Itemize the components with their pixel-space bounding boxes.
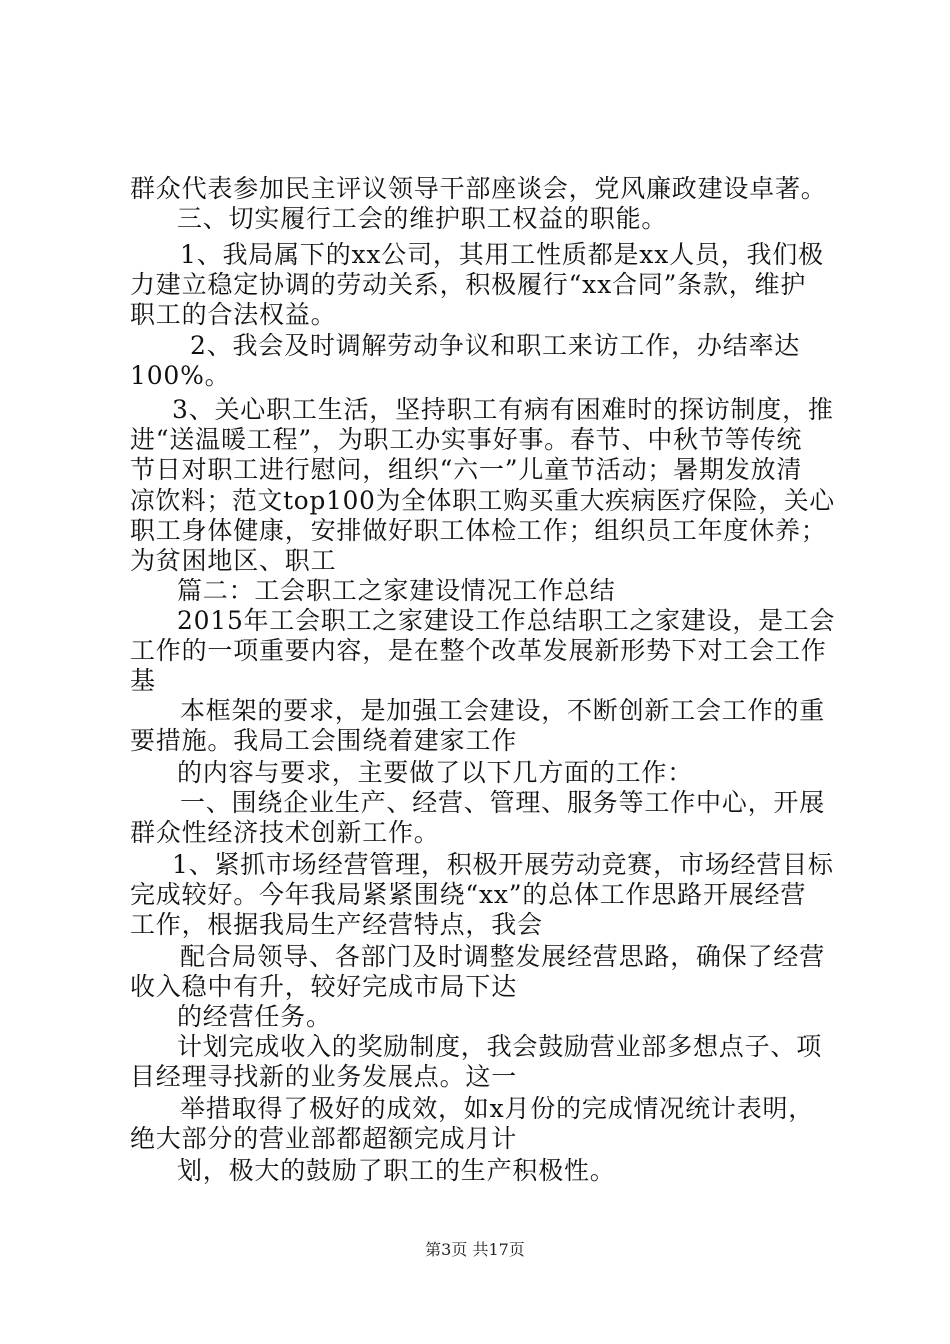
body-text-line: 完成较好。今年我局紧紧围绕“xx”的总体工作思路开展经营 (130, 880, 807, 909)
body-text-line: 划，极大的鼓励了职工的生产积极性。 (177, 1156, 616, 1185)
body-text-line: 1、我局属下的xx公司，其用工性质都是xx人员，我们极 (180, 240, 824, 269)
body-text-line: 职工身体健康，安排做好职工体检工作；组织员工年度休养； (130, 516, 827, 545)
page-number-footer: 第3页 共17页 (425, 1240, 525, 1259)
body-text-line: 的内容与要求，主要做了以下几方面的工作： (177, 758, 694, 787)
body-text-line: 基 (130, 666, 156, 695)
body-text-line: 1、紧抓市场经营管理，积极开展劳动竞赛，市场经营目标 (172, 850, 834, 879)
section-heading: 三、切实履行工会的维护职工权益的职能。 (177, 204, 668, 233)
body-text-line: 绝大部分的营业部都超额完成月计 (130, 1124, 518, 1153)
section-heading: 一、围绕企业生产、经营、管理、服务等工作中心，开展 (180, 788, 826, 817)
body-text-line: 力建立稳定协调的劳动关系，积极履行“xx合同”条款，维护 (130, 270, 807, 299)
body-text-line: 收入稳中有升，较好完成市局下达 (130, 972, 518, 1001)
body-text-line: 职工的合法权益。 (130, 300, 337, 329)
section-heading: 篇二：工会职工之家建设情况工作总结 (177, 576, 616, 605)
body-text-line: 群众代表参加民主评议领导干部座谈会，党风廉政建设卓著。 (130, 174, 827, 203)
body-text-line: 100%。 (130, 361, 231, 390)
body-text-line: 进“送温暖工程”，为职工办实事好事。春节、中秋节等传统 (130, 425, 803, 454)
body-text-line: 凉饮料；范文top100为全体职工购买重大疾病医疗保险，关心 (130, 486, 835, 515)
body-text-line: 举措取得了极好的成效，如x月份的完成情况统计表明， (180, 1094, 815, 1123)
body-text-line: 要措施。我局工会围绕着建家工作 (130, 726, 518, 755)
body-text-line: 2、我会及时调解劳动争议和职工来访工作，办结率达 (190, 331, 801, 360)
body-text-line: 目经理寻找新的业务发展点。这一 (130, 1062, 518, 1091)
body-text-line: 计划完成收入的奖励制度，我会鼓励营业部多想点子、项 (177, 1032, 823, 1061)
body-text-line: 工作的一项重要内容，是在整个改革发展新形势下对工会工作 (130, 636, 827, 665)
body-text-line: 3、关心职工生活，坚持职工有病有困难时的探访制度，推 (172, 395, 834, 424)
body-text-line: 工作，根据我局生产经营特点，我会 (130, 910, 543, 939)
body-text-line: 群众性经济技术创新工作。 (130, 818, 440, 847)
body-text-line: 节日对职工进行慰问，组织“六一”儿童节活动；暑期发放清 (130, 455, 803, 484)
body-text-line: 为贫困地区、职工 (130, 546, 337, 575)
body-text-line: 2015年工会职工之家建设工作总结职工之家建设，是工会 (177, 606, 836, 635)
body-text-line: 本框架的要求，是加强工会建设，不断创新工会工作的重 (180, 696, 826, 725)
body-text-line: 配合局领导、各部门及时调整发展经营思路，确保了经营 (180, 942, 826, 971)
body-text-line: 的经营任务。 (177, 1002, 332, 1031)
